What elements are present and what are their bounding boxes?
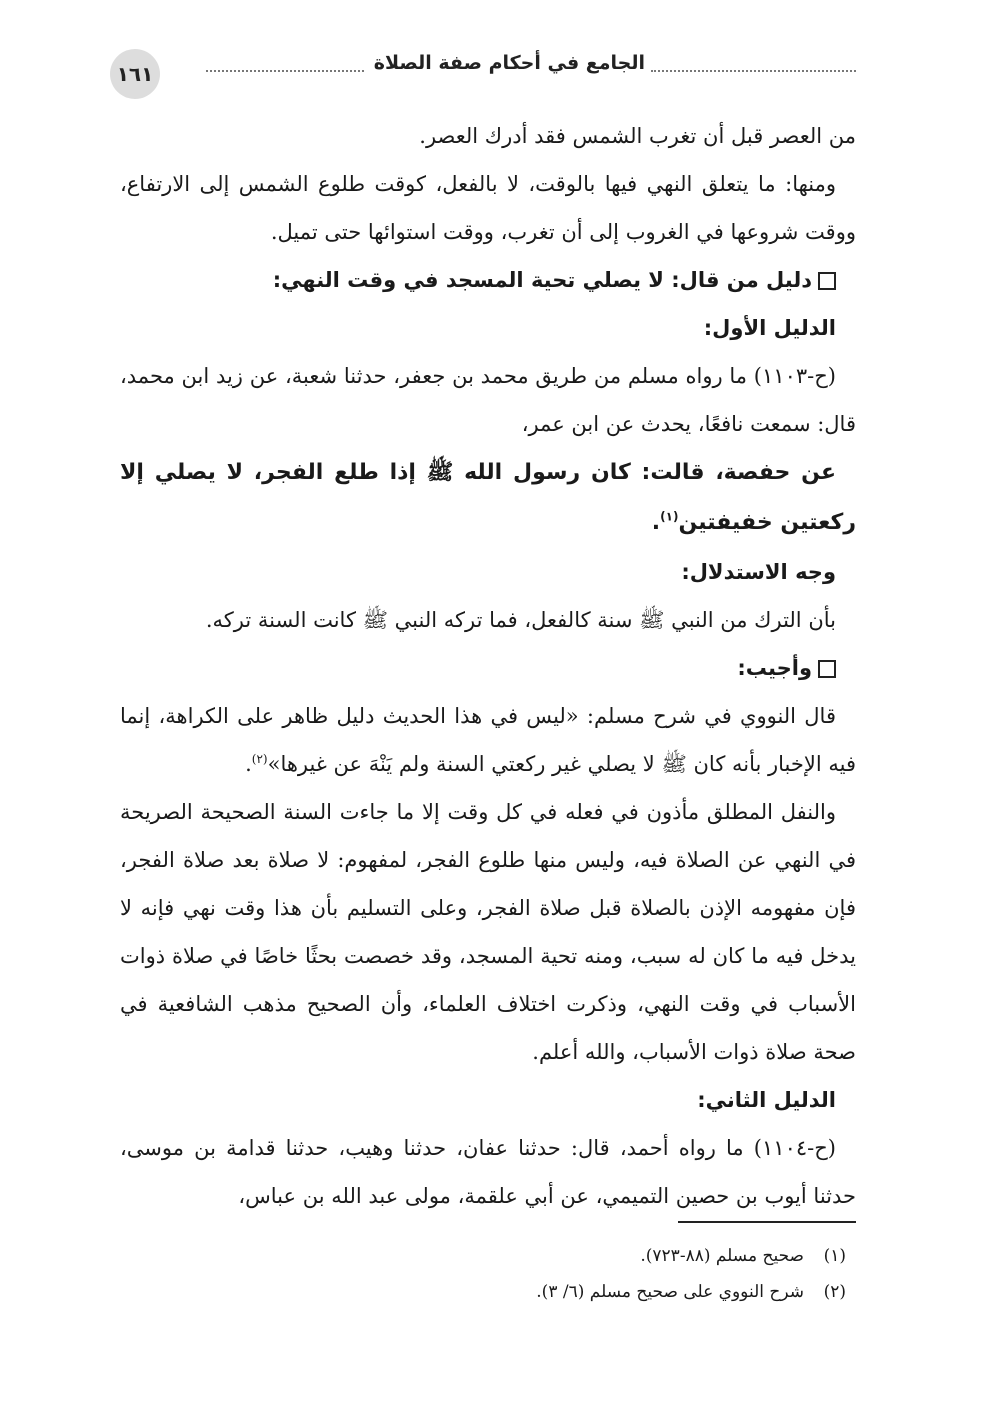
running-title (206, 52, 856, 82)
paragraph: قال النووي في شرح مسلم: «ليس في هذا الحديث دليل ظاهر على الكراهة، إنما فيه الإخبار بأنه كان ﷺ لا يصلي غير ركعتي السنة ولم يَنْهَ عن غيرها»$^{(٢)}$. (120, 704, 856, 776)
main-text (120, 112, 856, 1220)
footnote (120, 1238, 856, 1274)
page-number: ١٦١ (110, 49, 160, 99)
book-title: الجامع في أحكام صفة الصلاة (373, 52, 645, 74)
footnote-number: (١) (823, 1246, 846, 1266)
subheading: الدليل الثاني: (697, 1088, 836, 1112)
footnote-number: (٢) (823, 1282, 846, 1302)
section-heading: دليل من قال: لا يصلي تحية المسجد في وقت النهي: (120, 256, 856, 304)
subheading: وجه الاستدلال: (681, 560, 836, 584)
footnote (120, 1274, 856, 1310)
paragraph: ومنها: ما يتعلق النهي فيها بالوقت، لا بالفعل، كوقت طلوع الشمس إلى الارتفاع، ووقت شروعها في الغروب إلى أن تغرب، ووقت استوائها حتى تميل. (120, 172, 856, 244)
section-heading: وأجيب: (120, 644, 856, 692)
paragraph: بأن الترك من النبي ﷺ سنة كالفعل، فما تركه النبي ﷺ كانت السنة تركه. (205, 608, 836, 632)
header-dots-left (206, 56, 364, 72)
hadith-text: عن حفصة، قالت: كان رسول الله ﷺ إذا طلع الفجر، لا يصلي إلا ركعتين خفيفتين$^{(١)}$. (120, 460, 856, 535)
running-header (110, 44, 856, 100)
footnote-text: شرح النووي على صحيح مسلم (٦/ ٣). (536, 1282, 804, 1302)
paragraph: من العصر قبل أن تغرب الشمس فقد أدرك العصر. (419, 124, 856, 148)
footnote-text: صحيح مسلم (٨٨-٧٢٣). (640, 1246, 804, 1266)
footnote-ref: (٢) (251, 752, 268, 766)
paragraph: والنفل المطلق مأذون في فعله في كل وقت إلا ما جاءت السنة الصحيحة الصريحة في النهي عن الصلاة فيه، وليس منها طلوع الفجر، لمفهوم: لا صلاة بعد صلاة الفجر، فإن مفهومه الإذن بالصلاة قبل صلاة الفجر، وعلى التسليم بأن هذا وقت نهي فإنه لا يدخل فيه ما كان له سبب، ومنه تحية المسجد، وقد خصصت بحثًا خاصًا في صلاة ذوات الأسباب في وقت النهي، وذكرت اختلاف العلماء، وأن الصحيح مذهب الشافعية في صحة صلاة ذوات الأسباب، والله أعلم. (120, 800, 856, 1064)
paragraph: (ح-١١٠٣) ما رواه مسلم من طريق محمد بن جعفر، حدثنا شعبة، عن زيد ابن محمد، قال: سمعت نافعًا، يحدث عن ابن عمر، (120, 364, 856, 436)
footnotes (120, 1238, 856, 1310)
checkbox-square-icon (818, 272, 836, 290)
header-dots-right (651, 56, 856, 72)
footnote-divider (678, 1221, 856, 1223)
paragraph: (ح-١١٠٤) ما رواه أحمد، قال: حدثنا عفان، حدثنا وهيب، حدثنا قدامة بن موسى، حدثنا أيوب بن حصين التميمي، عن أبي علقمة، مولى عبد الله بن عباس، (120, 1136, 856, 1208)
footnote-ref: (١) (660, 509, 679, 524)
subheading: الدليل الأول: (703, 316, 836, 340)
checkbox-square-icon (818, 660, 836, 678)
